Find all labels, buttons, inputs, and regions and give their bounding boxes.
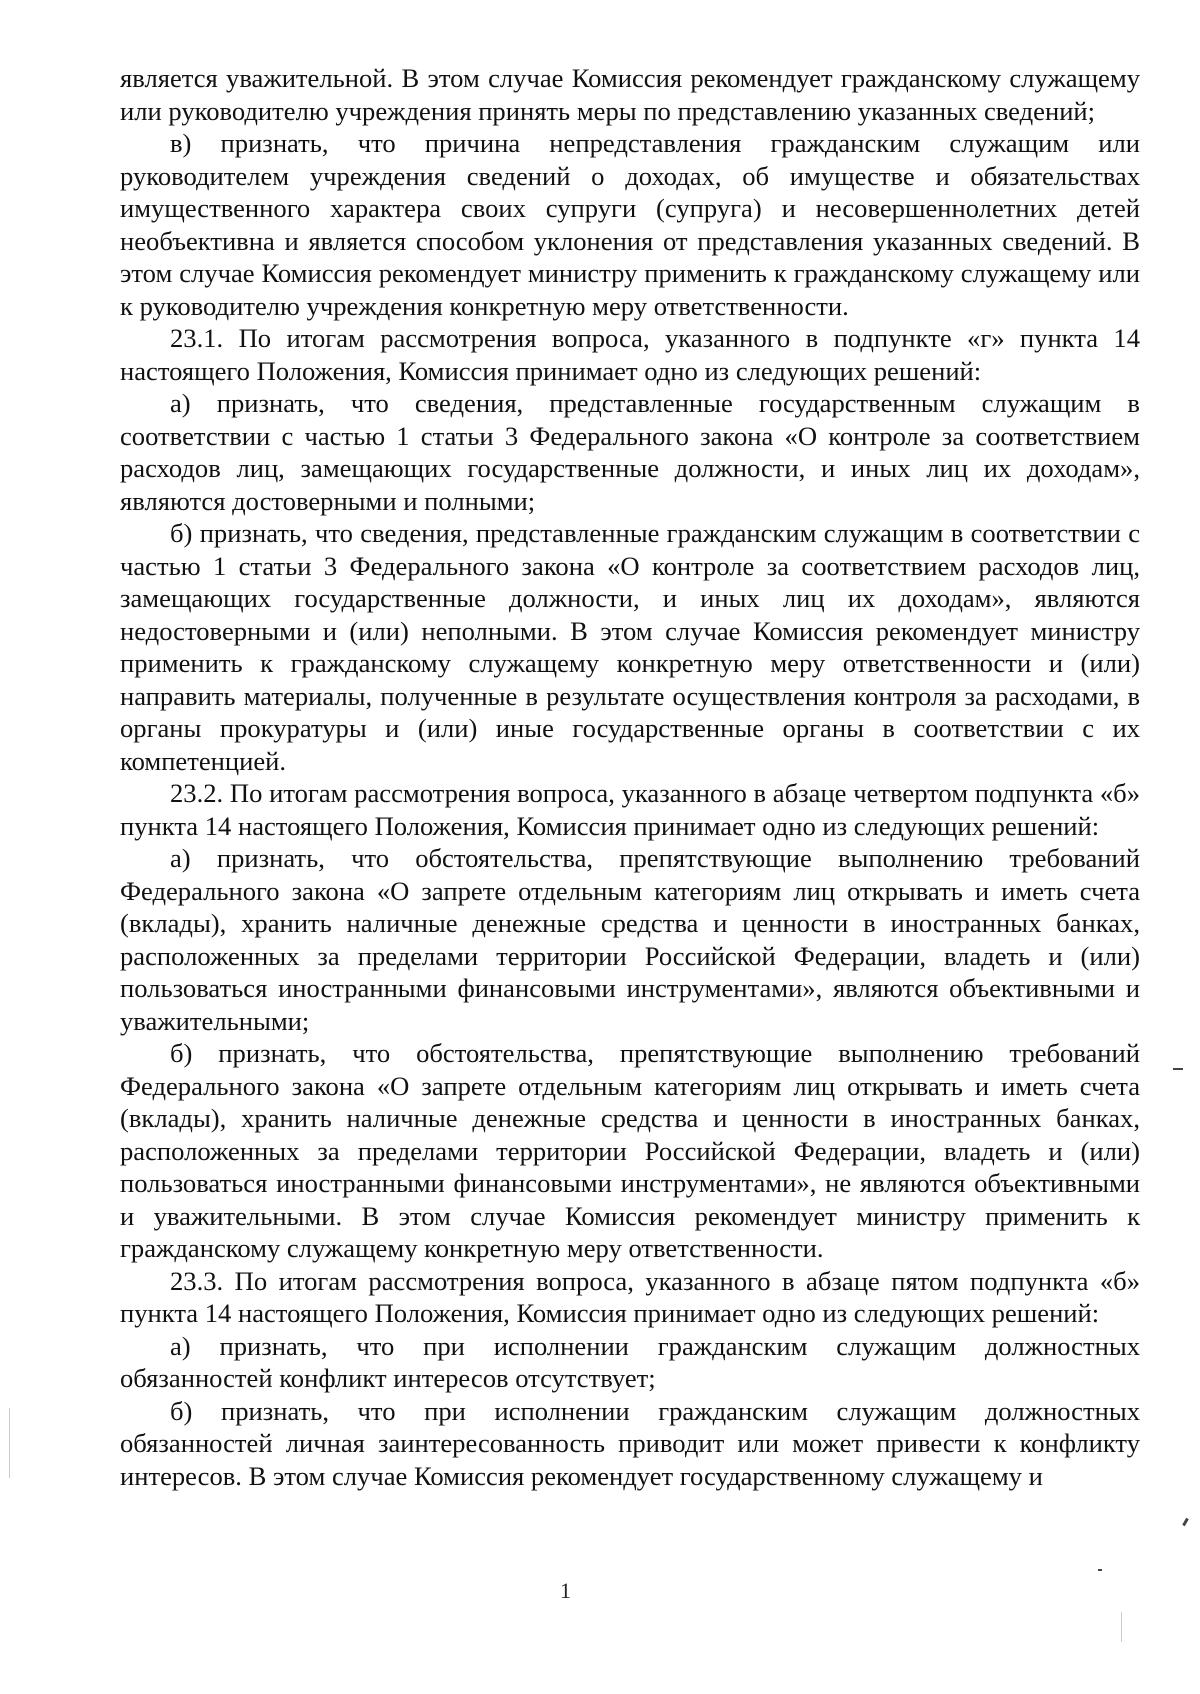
scan-edge-line: [1121, 1612, 1122, 1642]
paragraph-item-v: в) признать, что причина непредставления гражданским служащим или руководителем учреждения сведений о доходах, об имуществе и обязательствах имущественного характера своих супруги (супруга) и несовершеннолетних детей необъективна и является способом уклонения от представления указанных сведений. В этом случае Комиссия рекомендует министру применить к гражданскому служащему или к руководителю учреждения конкретную меру ответственности.: [120, 128, 1140, 321]
paragraph-23-2-b: б) признать, что обстоятельства, препятствующие выполнению требований Федерального закона «О запрете отдельным категориям лиц открывать и иметь счета (вклады), хранить наличные денежные средства и ценности в иностранных банках, расположенных за пределами территории Российской Федерации, владеть и (или) пользоваться иностранными финансовыми инструментами», не являются объективными и уважительными. В этом случае Комиссия рекомендует министру применить к гражданскому служащему конкретную меру ответственности.: [120, 1038, 1140, 1263]
paragraph-continuation: является уважительной. В этом случае Комиссия рекомендует гражданскому служащему или руководителю учреждения принять меры по представлению указанных сведений;: [120, 63, 1140, 126]
document-body: [120, 62, 1140, 1492]
page-number: 1: [560, 1578, 571, 1603]
paragraph-23-2-a: а) признать, что обстоятельства, препятствующие выполнению требований Федерального закона «О запрете отдельным категориям лиц открывать и иметь счета (вклады), хранить наличные денежные средства и ценности в иностранных банках, расположенных за пределами территории Российской Федерации, владеть и (или) пользоваться иностранными финансовыми инструментами», являются объективными и уважительными;: [120, 843, 1140, 1036]
paragraph-23-1: 23.1. По итогам рассмотрения вопроса, указанного в подпункте «г» пункта 14 настоящего Положения, Комиссия принимает одно из следующих решений:: [120, 323, 1140, 386]
scan-edge-line: [9, 1408, 10, 1478]
scan-speck: [1182, 1518, 1189, 1526]
paragraph-23-3-b: б) признать, что при исполнении гражданским служащим должностных обязанностей личная заинтересованность приводит или может привести к конфликту интересов. В этом случае Комиссия рекомендует государственному служащему и: [120, 1395, 1140, 1491]
scan-speck: [1098, 1569, 1102, 1571]
paragraph-23-1-a: а) признать, что сведения, представленные государственным служащим в соответствии с частью 1 статьи 3 Федерального закона «О контроле за соответствием расходов лиц, замещающих государственные должности, и иных лиц их доходам», являются достоверными и полными;: [120, 388, 1140, 516]
paragraph-23-2: 23.2. По итогам рассмотрения вопроса, указанного в абзаце четвертом подпункта «б» пункта 14 настоящего Положения, Комиссия принимает одно из следующих решений:: [120, 778, 1140, 841]
paragraph-23-3: 23.3. По итогам рассмотрения вопроса, указанного в абзаце пятом подпункта «б» пункта 14 настоящего Положения, Комиссия принимает одно из следующих решений:: [120, 1265, 1140, 1328]
paragraph-23-1-b: б) признать, что сведения, представленные гражданским служащим в соответствии с частью 1 статьи 3 Федерального закона «О контроле за соответствием расходов лиц, замещающих государственные должности, и иных лиц их доходам», являются недостоверными и (или) неполными. В этом случае Комиссия рекомендует министру применить к гражданскому служащему конкретную меру ответственности и (или) направить материалы, полученные в результате осуществления контроля за расходами, в органы прокуратуры и (или) иные государственные органы в соответствии с их компетенцией.: [120, 518, 1140, 776]
scan-speck: [1173, 1068, 1183, 1070]
paragraph-23-3-a: а) признать, что при исполнении гражданским служащим должностных обязанностей конфликт интересов отсутствует;: [120, 1330, 1140, 1393]
